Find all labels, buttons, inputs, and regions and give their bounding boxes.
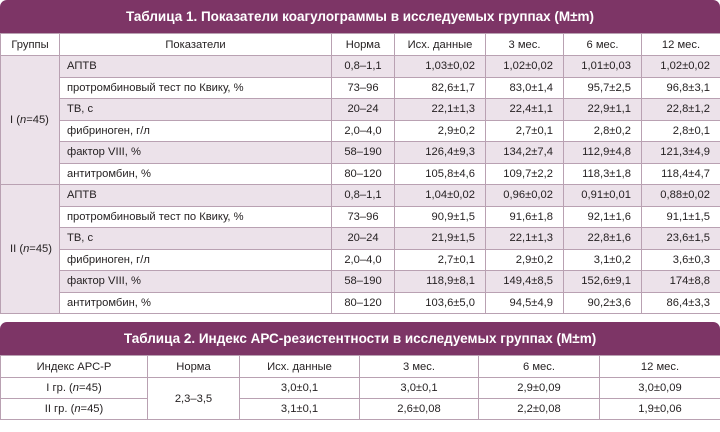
- indicator-name: АПТВ: [60, 56, 332, 78]
- indicator-name: АПТВ: [60, 185, 332, 207]
- value-3-months: 94,5±4,9: [486, 292, 564, 314]
- norm-value: 2,3–3,5: [148, 378, 240, 420]
- header-norm: Норма: [148, 356, 240, 378]
- group-label-n: n: [19, 114, 27, 126]
- value-6-months: 22,9±1,1: [564, 99, 642, 121]
- value-3-months: 2,9±0,2: [486, 249, 564, 271]
- value-6-months: 1,01±0,03: [564, 56, 642, 78]
- table-row: [1, 185, 720, 207]
- value-6-months: 152,6±9,1: [564, 271, 642, 293]
- table-row: [1, 292, 720, 314]
- table-1-title: Таблица 1. Показатели коагулограммы в исследуемых группах (M±m): [0, 0, 720, 33]
- value-12-months: 3,6±0,3: [642, 249, 720, 271]
- baseline-value: 126,4±9,3: [395, 142, 486, 164]
- value-3-months: 1,02±0,02: [486, 56, 564, 78]
- group-label-n: n: [72, 382, 79, 394]
- value-3-months: 2,6±0,08: [360, 399, 479, 420]
- group-label-prefix: II (: [10, 243, 24, 255]
- baseline-value: 118,9±8,1: [395, 271, 486, 293]
- header-baseline: Исх. данные: [240, 356, 360, 378]
- value-12-months: 96,8±3,1: [642, 77, 720, 99]
- norm-value: 0,8–1,1: [332, 56, 395, 78]
- norm-value: 20–24: [332, 228, 395, 250]
- group-label: [1, 378, 148, 399]
- header-12-months: 12 мес.: [642, 34, 720, 56]
- value-3-months: 22,4±1,1: [486, 99, 564, 121]
- norm-value: 2,0–4,0: [332, 249, 395, 271]
- baseline-value: 1,04±0,02: [395, 185, 486, 207]
- table-row: [1, 163, 720, 185]
- value-3-months: 0,96±0,02: [486, 185, 564, 207]
- indicator-name: ТВ, с: [60, 99, 332, 121]
- norm-value: 73–96: [332, 77, 395, 99]
- value-12-months: 86,4±3,3: [642, 292, 720, 314]
- value-6-months: 92,1±1,6: [564, 206, 642, 228]
- value-6-months: 22,8±1,6: [564, 228, 642, 250]
- value-12-months: 121,3±4,9: [642, 142, 720, 164]
- value-6-months: 112,9±4,8: [564, 142, 642, 164]
- value-6-months: 0,91±0,01: [564, 185, 642, 207]
- group-label-prefix: I гр. (: [46, 382, 73, 394]
- value-12-months: 174±8,8: [642, 271, 720, 293]
- baseline-value: 21,9±1,5: [395, 228, 486, 250]
- baseline-value: 82,6±1,7: [395, 77, 486, 99]
- value-6-months: 3,1±0,2: [564, 249, 642, 271]
- table-2-title: Таблица 2. Индекс АРС-резистентности в исследуемых группах (M±m): [0, 322, 720, 355]
- value-3-months: 134,2±7,4: [486, 142, 564, 164]
- table-row: [1, 378, 720, 399]
- baseline-value: 105,8±4,6: [395, 163, 486, 185]
- value-12-months: 2,8±0,1: [642, 120, 720, 142]
- indicator-name: протромбиновый тест по Квику, %: [60, 206, 332, 228]
- baseline-value: 90,9±1,5: [395, 206, 486, 228]
- value-12-months: 23,6±1,5: [642, 228, 720, 250]
- group-label: [1, 399, 148, 420]
- norm-value: 80–120: [332, 163, 395, 185]
- group-label-suffix: =45): [26, 114, 49, 126]
- value-3-months: 91,6±1,8: [486, 206, 564, 228]
- norm-value: 20–24: [332, 99, 395, 121]
- group-label: [1, 185, 60, 314]
- value-6-months: 2,9±0,09: [479, 378, 600, 399]
- baseline-value: 3,0±0,1: [240, 378, 360, 399]
- table-row: [1, 56, 720, 78]
- indicator-name: антитромбин, %: [60, 292, 332, 314]
- table-row: [1, 99, 720, 121]
- value-12-months: 0,88±0,02: [642, 185, 720, 207]
- header-baseline: Исх. данные: [395, 34, 486, 56]
- value-12-months: 91,1±1,5: [642, 206, 720, 228]
- table-row: [1, 228, 720, 250]
- group-label-n: n: [74, 403, 81, 415]
- norm-value: 2,0–4,0: [332, 120, 395, 142]
- value-3-months: 149,4±8,5: [486, 271, 564, 293]
- header-12-months: 12 мес.: [600, 356, 720, 378]
- coagulogram-table: [0, 33, 720, 314]
- table-row: [1, 271, 720, 293]
- header-3-months: 3 мес.: [360, 356, 479, 378]
- value-6-months: 2,8±0,2: [564, 120, 642, 142]
- norm-value: 0,8–1,1: [332, 185, 395, 207]
- indicator-name: фибриноген, г/л: [60, 249, 332, 271]
- norm-value: 58–190: [332, 142, 395, 164]
- group-label-suffix: =45): [29, 243, 52, 255]
- indicator-name: антитромбин, %: [60, 163, 332, 185]
- group-label-n: n: [23, 243, 30, 255]
- value-3-months: 109,7±2,2: [486, 163, 564, 185]
- value-12-months: 1,9±0,06: [600, 399, 720, 420]
- group-label-prefix: II гр. (: [44, 403, 75, 415]
- norm-value: 73–96: [332, 206, 395, 228]
- value-3-months: 3,0±0,1: [360, 378, 479, 399]
- header-apc-index: Индекс АРС-Р: [1, 356, 148, 378]
- value-12-months: 22,8±1,2: [642, 99, 720, 121]
- table-2: [0, 322, 720, 420]
- header-6-months: 6 мес.: [564, 34, 642, 56]
- table-2-header-row: [1, 356, 720, 378]
- value-3-months: 2,7±0,1: [486, 120, 564, 142]
- group-label: [1, 56, 60, 185]
- table-row: [1, 77, 720, 99]
- value-3-months: 83,0±1,4: [486, 77, 564, 99]
- table-row: [1, 142, 720, 164]
- baseline-value: 22,1±1,3: [395, 99, 486, 121]
- header-norm: Норма: [332, 34, 395, 56]
- baseline-value: 103,6±5,0: [395, 292, 486, 314]
- baseline-value: 2,9±0,2: [395, 120, 486, 142]
- indicator-name: фактор VIII, %: [60, 142, 332, 164]
- baseline-value: 3,1±0,1: [240, 399, 360, 420]
- indicator-name: протромбиновый тест по Квику, %: [60, 77, 332, 99]
- header-groups: Группы: [1, 34, 60, 56]
- value-6-months: 118,3±1,8: [564, 163, 642, 185]
- header-6-months: 6 мес.: [479, 356, 600, 378]
- table-row: [1, 120, 720, 142]
- value-3-months: 22,1±1,3: [486, 228, 564, 250]
- apc-resistance-table: [0, 355, 720, 420]
- norm-value: 58–190: [332, 271, 395, 293]
- table-row: [1, 249, 720, 271]
- group-label-prefix: I (: [10, 114, 20, 126]
- value-6-months: 2,2±0,08: [479, 399, 600, 420]
- table-1-header-row: [1, 34, 720, 56]
- group-label-suffix: =45): [79, 382, 102, 394]
- value-12-months: 1,02±0,02: [642, 56, 720, 78]
- value-12-months: 118,4±4,7: [642, 163, 720, 185]
- indicator-name: фактор VIII, %: [60, 271, 332, 293]
- indicator-name: фибриноген, г/л: [60, 120, 332, 142]
- header-3-months: 3 мес.: [486, 34, 564, 56]
- value-6-months: 95,7±2,5: [564, 77, 642, 99]
- value-12-months: 3,0±0,09: [600, 378, 720, 399]
- baseline-value: 2,7±0,1: [395, 249, 486, 271]
- table-row: [1, 399, 720, 420]
- baseline-value: 1,03±0,02: [395, 56, 486, 78]
- header-indicators: Показатели: [60, 34, 332, 56]
- value-6-months: 90,2±3,6: [564, 292, 642, 314]
- indicator-name: ТВ, с: [60, 228, 332, 250]
- norm-value: 80–120: [332, 292, 395, 314]
- table-row: [1, 206, 720, 228]
- group-label-suffix: =45): [80, 403, 104, 415]
